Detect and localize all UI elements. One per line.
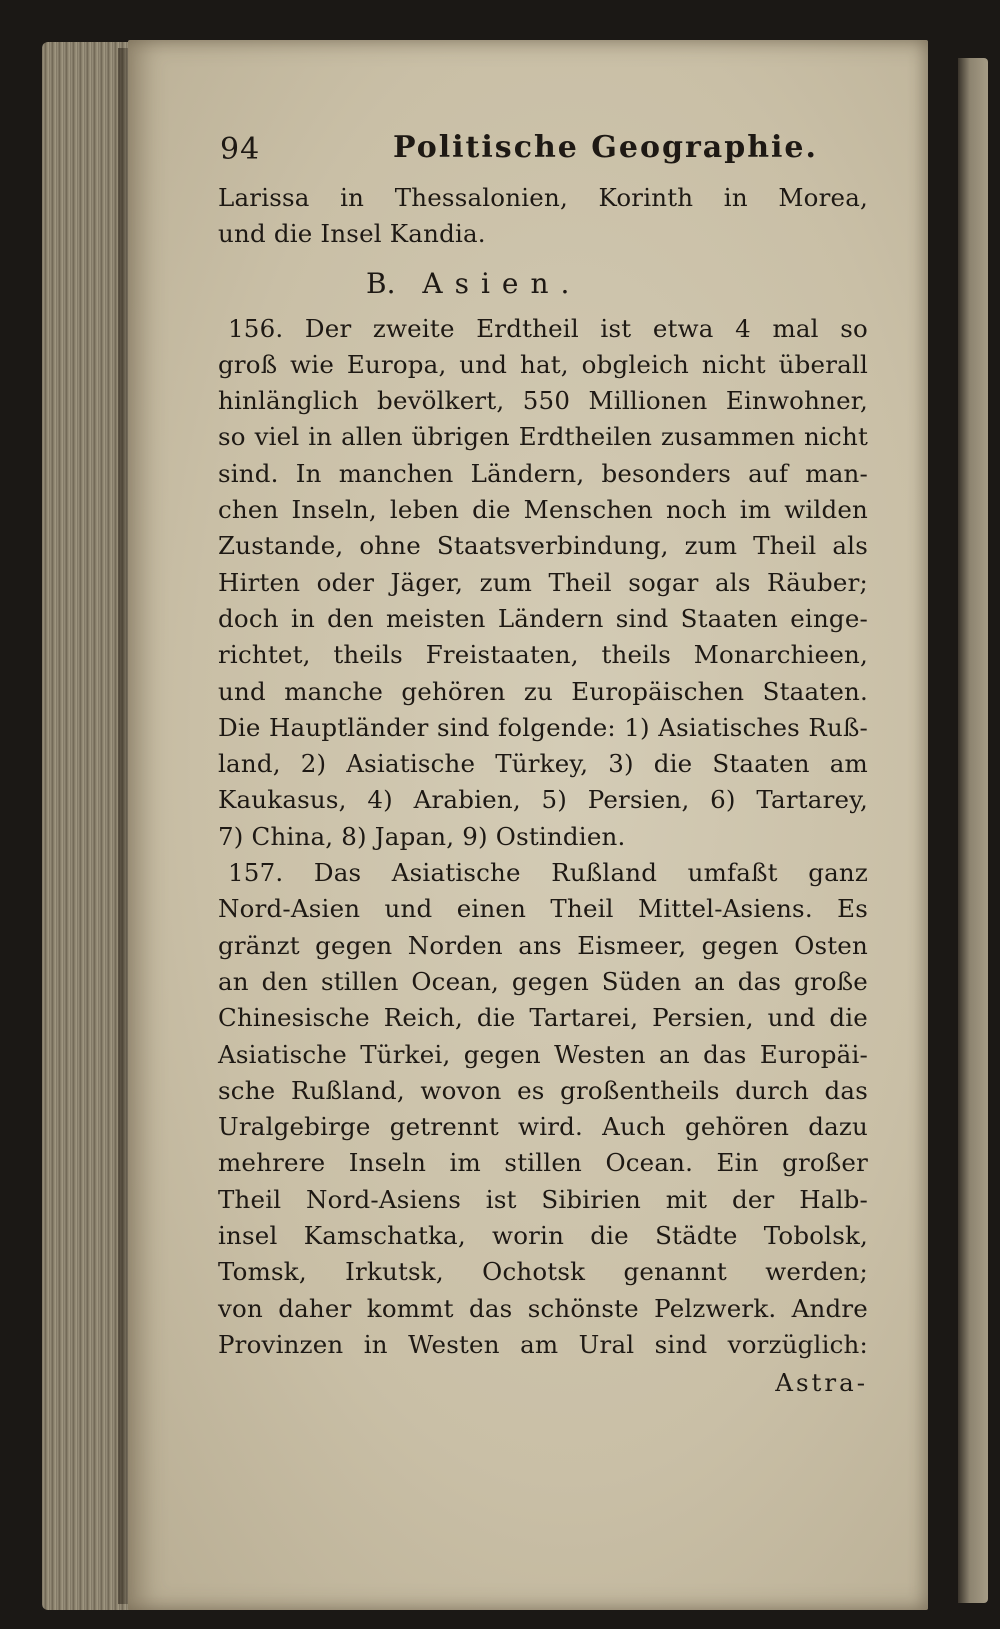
text-line: sche Rußland, wovon es großentheils durch das xyxy=(218,1075,868,1105)
text-line: doch in den meisten Ländern sind Staaten einge- xyxy=(218,603,868,633)
book-page xyxy=(128,40,928,1610)
text-line: Hirten oder Jäger, zum Theil sogar als Räuber; xyxy=(218,567,868,597)
page-header xyxy=(218,132,868,180)
text-line: sind. In manchen Ländern, besonders auf man- xyxy=(218,458,868,488)
section-letter: B. xyxy=(366,266,396,300)
text-line: Theil Nord-Asiens ist Sibirien mit der Halb- xyxy=(218,1184,868,1214)
facing-page-edge xyxy=(958,58,988,1603)
text-line: Provinzen in Westen am Ural sind vorzüglich: xyxy=(218,1329,868,1359)
text-line: land, 2) Asiatische Türkey, 3) die Staaten am xyxy=(218,749,868,779)
text-line: Larissa in Thessalonien, Korinth in Morea, xyxy=(218,183,868,212)
text-line: hinlänglich bevölkert, 550 Millionen Einwohner, xyxy=(218,386,868,416)
paragraph-156 xyxy=(218,311,868,855)
paragraph-157 xyxy=(218,855,868,1363)
text-line: gränzt gegen Norden ans Eismeer, gegen Osten xyxy=(218,930,868,960)
text-line: Nord-Asien und einen Theil Mittel-Asiens. Es xyxy=(218,894,868,924)
text-line: und manche gehören zu Europäischen Staaten. xyxy=(218,676,868,706)
text-line: 156. Der zweite Erdtheil ist etwa 4 mal so xyxy=(228,313,868,343)
text-line: Zustande, ohne Staatsverbindung, zum Theil als xyxy=(218,531,868,561)
text-line: insel Kamschatka, worin die Städte Tobolsk, xyxy=(218,1221,868,1251)
text-line: chen Inseln, leben die Menschen noch im wilden xyxy=(218,495,868,525)
text-line: an den stillen Ocean, gegen Süden an das große xyxy=(218,966,868,996)
intro-lines xyxy=(218,180,868,253)
text-line: so viel in allen übrigen Erdtheilen zusammen nicht xyxy=(218,422,868,452)
section-heading xyxy=(218,259,868,309)
text-line: groß wie Europa, und hat, obgleich nicht überall xyxy=(218,349,868,379)
text-line: mehrere Inseln im stillen Ocean. Ein großer xyxy=(218,1148,868,1178)
catchword: Astra- xyxy=(775,1368,868,1398)
text-line: Asiatische Türkei, gegen Westen an das Europäi- xyxy=(218,1039,868,1069)
text-line: 7) China, 8) Japan, 9) Ostindien. xyxy=(218,821,626,851)
text-line: Chinesische Reich, die Tartarei, Persien, und die xyxy=(218,1003,868,1033)
text-line: Tomsk, Irkutsk, Ochotsk genannt werden; xyxy=(218,1257,868,1287)
section-title: Asien. xyxy=(422,266,582,300)
text-line: 157. Das Asiatische Rußland umfaßt ganz xyxy=(228,858,868,888)
text-line: Uralgebirge getrennt wird. Auch gehören dazu xyxy=(218,1112,868,1142)
text-line: Kaukasus, 4) Arabien, 5) Persien, 6) Tartarey, xyxy=(218,785,868,815)
text-line: und die Insel Kandia. xyxy=(218,219,486,249)
page-text xyxy=(218,132,868,1401)
page-number: 94 xyxy=(220,132,261,167)
text-line: Die Hauptländer sind folgende: 1) Asiatisches Ruß- xyxy=(218,712,868,742)
text-line: richtet, theils Freistaaten, theils Monarchieen, xyxy=(218,640,868,670)
running-title: Politische Geographie. xyxy=(393,130,818,165)
text-line: von daher kommt das schönste Pelzwerk. Andre xyxy=(218,1293,868,1323)
